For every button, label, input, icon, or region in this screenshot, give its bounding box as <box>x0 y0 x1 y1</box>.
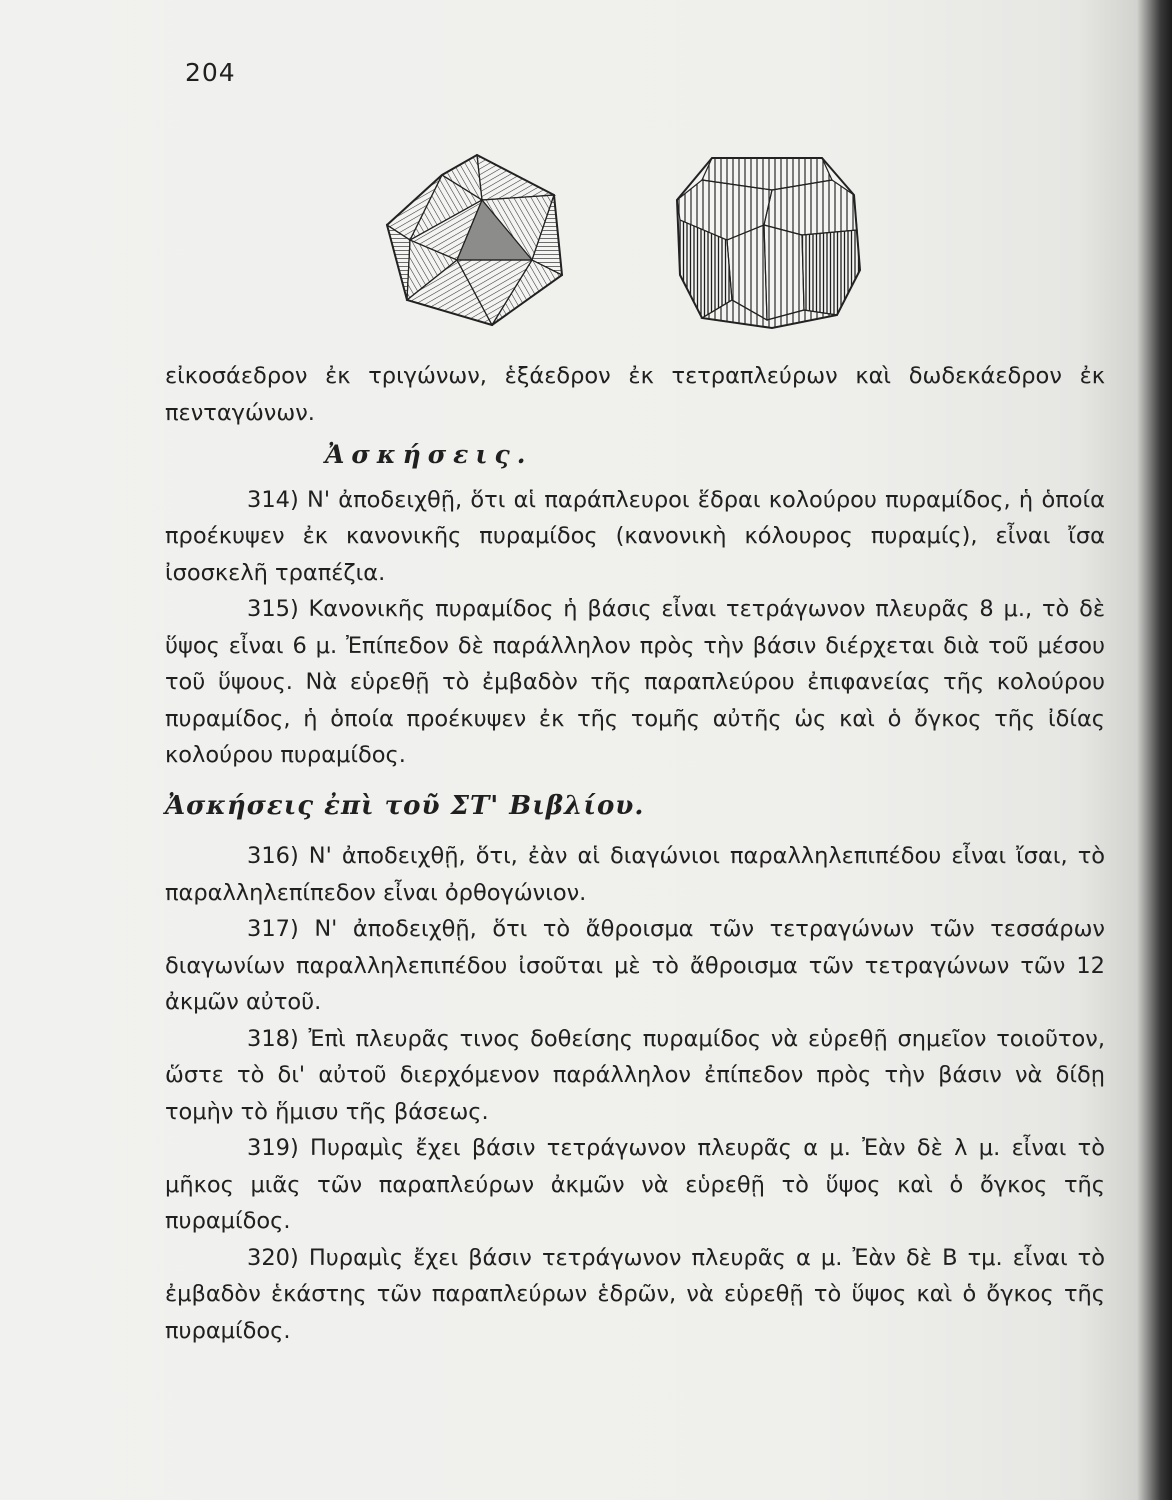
exercise-320: 320) Πυραμὶς ἔχει βάσιν τετράγωνον πλευρᾶς α μ. Ἐὰν δὲ Β τμ. εἶναι τὸ ἐμβαδὸν ἑκάστης τῶν παραπλεύρων ἑδρῶν, νὰ εὑρεθῇ τὸ ὕψος καὶ ὁ ὄγκος τῆς πυραμίδος. <box>165 1244 1105 1344</box>
exercise-319: 319) Πυραμὶς ἔχει βάσιν τετράγωνον πλευρᾶς α μ. Ἐὰν δὲ λ μ. εἶναι τὸ μῆκος μιᾶς τῶν παραπλεύρων ἀκμῶν νὰ εὑρεθῇ τὸ ὕψος καὶ ὁ ὄγκος τῆς πυραμίδος. <box>165 1135 1105 1234</box>
page-text <box>165 358 1105 1349</box>
dodecahedron-figure <box>672 150 862 335</box>
exercise-315: 315) Κανονικῆς πυραμίδος ἡ βάσις εἶναι τετράγωνον πλευρᾶς 8 μ., τὸ δὲ ὕψος εἶναι 6 μ. Ἐπίπεδον δὲ παράλληλον πρὸς τὴν βάσιν διέρχεται διὰ τοῦ μέσου τοῦ ὕψους. Νὰ εὑρεθῇ τὸ ἐμβαδὸν τῆς παραπλεύρου ἐπιφανείας τῆς κολούρου πυραμίδος, ἡ ὁποία προέκυψεν ἐκ τῆς τομῆς αὐτῆς ὡς καὶ ὁ ὄγκος τῆς ἰδίας κολούρου πυραμίδος. <box>165 596 1105 768</box>
exercise-317: 317) Ν' ἀποδειχθῇ, ὅτι τὸ ἄθροισμα τῶν τετραγώνων τῶν τεσσάρων διαγωνίων παραλληλεπιπέδου ἰσοῦται μὲ τὸ ἄθροισμα τῶν τετραγώνων τῶν 12 ἀκμῶν αὐτοῦ. <box>165 916 1105 1015</box>
exercise-316: 316) Ν' ἀποδειχθῇ, ὅτι, ἐὰν αἱ διαγώνιοι παραλληλεπιπέδου εἶναι ἴσαι, τὸ παραλληλεπίπεδον εἶναι ὀρθογώνιον. <box>165 843 1105 906</box>
icosahedron-figure <box>382 150 572 330</box>
section-heading-book-6: Ἀσκήσεις ἐπὶ τοῦ ΣΤ' Βιβλίου. <box>165 790 645 821</box>
polyhedra-figures <box>382 150 862 340</box>
page-number: 204 <box>185 58 236 87</box>
exercise-318: 318) Ἐπὶ πλευρᾶς τινος δοθείσης πυραμίδος νὰ εὑρεθῇ σημεῖον τοιοῦτον, ὥστε τὸ δι' αὐτοῦ διερχόμενον παράλληλον ἐπίπεδον πρὸς τὴν βάσιν νὰ δίδῃ τομὴν τὸ ἥμισυ τῆς βάσεως. <box>165 1025 1105 1125</box>
intro-paragraph: εἰκοσάεδρον ἐκ τριγώνων, ἑξάεδρον ἐκ τετραπλεύρων καὶ δωδεκάεδρον ἐκ πενταγώνων. <box>165 363 1105 426</box>
exercise-314: 314) Ν' ἀποδειχθῇ, ὅτι αἱ παράπλευροι ἕδραι κολούρου πυραμίδος, ἡ ὁποία προέκυψεν ἐκ κανονικῆς πυραμίδος (κανονικὴ κόλουρος πυραμίς), εἶναι ἴσα ἰσοσκελῆ τραπέζια. <box>165 486 1105 586</box>
section-heading-exercises: Ἀσκήσεις. <box>325 440 533 469</box>
